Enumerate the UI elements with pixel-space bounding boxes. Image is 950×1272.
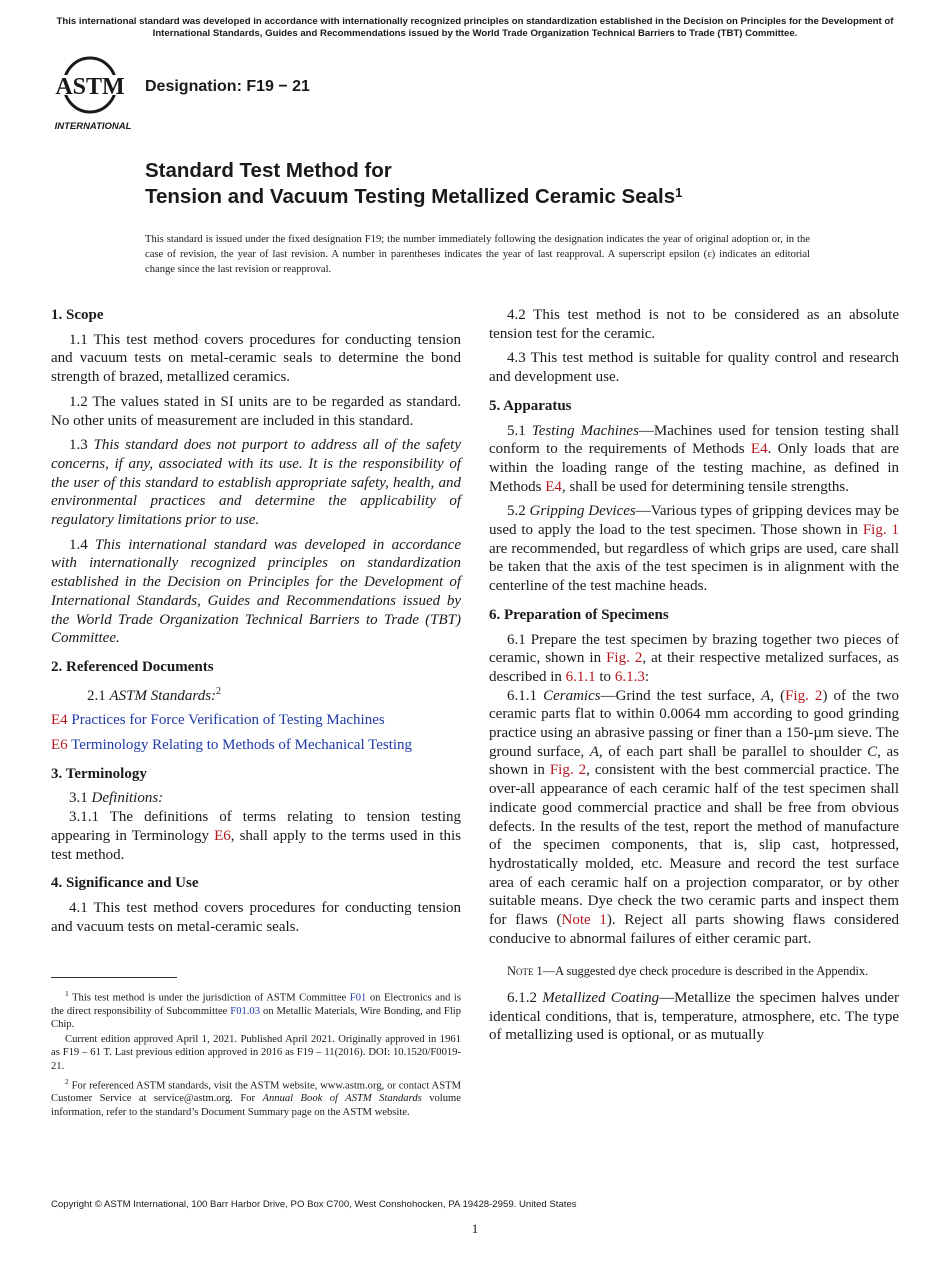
term: Testing Machines [531,422,639,439]
para-2-1-text: ASTM Standards: [109,687,217,704]
reference-link[interactable]: E4 [750,441,768,458]
figure-link[interactable]: Fig. 2 [606,650,643,667]
section-heading-preparation: 6. Preparation of Specimens [489,606,669,623]
footnote-edition: Current edition approved April 1, 2021. Published April 2021. Originally approved in 1961 as F19 – 61 T. Last previous edition approved in 2016 as F19 – 11(2016). DOI: 10.1520/F0019-21. [51,1034,461,1072]
text-run: , ( [770,687,786,704]
text-run: For referenced ASTM standards, visit the ASTM website, www.astm.org, or contact ASTM Customer Service at service@astm.org. For [51,1080,461,1105]
footnote-mark: 1 [65,989,69,998]
para-1-3-text: This standard does not purport to address all of the safety concerns, if any, associated with its use. It is the responsibility of the user of this standard to establish appropriate safety, health, and environmental practices and determine the applicability of regulatory limitations prior to use. [51,437,462,529]
para-6-1-2 [489,989,899,1045]
copyright: Copyright © ASTM International, 100 Barr Harbor Drive, PO Box C700, West Conshohocken, PA 19428-2959. United States [51,1199,577,1210]
para-3-1-text: Definitions: [91,790,164,807]
title-footnote-mark: 1 [675,185,683,200]
document-title [145,158,865,210]
right-column [489,306,899,1051]
committee-link[interactable]: F01 [349,992,367,1004]
title-line-2-text: Tension and Vacuum Testing Metallized Ceramic Seals [145,185,676,208]
para-number: 3.1 [69,790,92,807]
reference-link[interactable]: E4 [545,478,562,495]
title-line-1: Standard Test Method for [145,159,392,182]
text-run: —Grind the test surface, [600,687,762,704]
section-heading-scope: 1. Scope [51,307,104,323]
text-run-italic: Annual Book of ASTM Standards [262,1093,422,1105]
text-run: ) of the two ceramic parts flat to within 0.0064 mm according to good grinding practice using an abrasive passing or finer than a 150-µm sieve. The ground surface, [489,687,899,760]
text-run: , shall apply to the terms used in this test method. [51,827,462,863]
footnote-mark: 2 [216,685,222,697]
note-text: —A suggested dye check procedure is described in the Appendix. [542,963,869,978]
variable: A [589,743,599,760]
figure-link[interactable]: Fig. 2 [785,687,823,704]
note-label: Note 1 [507,963,543,978]
logo-text-top: ASTM [55,74,125,100]
footnote-2 [51,1075,461,1119]
text-run: , shall be used for determining tensile strengths. [561,478,849,495]
term: Ceramics [543,687,601,704]
text-run: on Metallic Materials, Wire Bonding, and Flip Chip. [51,1005,461,1030]
para-3-1-1 [51,808,461,864]
para-5-2 [489,502,899,596]
term: Metallized Coating [542,990,660,1006]
section-heading-significance: 4. Significance and Use [51,875,199,892]
reference-code-link[interactable]: E6 [51,737,68,754]
section-heading-terminology: 3. Terminology [51,765,147,782]
section-link[interactable]: 6.1.1 [565,668,596,685]
left-column [51,306,461,942]
text-run: —Machines used for tension testing shall conform to the requirements of Methods [489,422,899,458]
footnote-1 [51,987,461,1031]
page-number: 1 [471,1221,479,1236]
para-4-1: 4.1 This test method covers procedures for conducting tension and vacuum tests on metal-ceramic seals. [51,899,461,935]
reference-title-link[interactable]: Practices for Force Verification of Testing Machines [67,712,385,729]
text-run: 3.1.1 The definitions of terms relating to tension testing appearing in Terminology [51,809,461,844]
section-link[interactable]: 6.1.3 [614,668,645,685]
reference-e6[interactable] [51,736,461,755]
figure-link[interactable]: Fig. 1 [862,522,899,539]
para-number: 2.1 [87,687,110,704]
top-notice: This international standard was developed in accordance with internationally recognized principles on standardization established in the Decision on Principles for the Development of International Standards, Guides and Recommendations issued by the World Trade Organization Technical Barriers to Trade (TBT) Committee. [56,16,894,39]
figure-link[interactable]: Fig. 2 [549,762,587,779]
para-6-1 [489,631,899,687]
para-6-1-1 [489,687,899,949]
para-number: 5.2 [507,503,530,520]
para-1-4-text: This international standard was developed in accordance with internationally recognized principles on standardization established in the Decision on Principles for the Development of International Standards, Guides and Recommendations issued by the World Trade Organization Technical Barriers to Trade (TBT) Committee. [51,536,461,647]
section-heading-apparatus: 5. Apparatus [489,397,572,414]
logo-text-bottom: INTERNATIONAL [54,121,132,132]
astm-logo-icon [52,55,134,133]
note-1 [489,963,899,980]
para-1-3 [51,436,461,530]
designation: Designation: F19 − 21 [145,78,310,95]
text-run: : [644,668,649,685]
para-1-1: 1.1 This test method covers procedures for conducting tension and vacuum tests on metal-ceramic seals to determine the bond strength of brazed, metallized ceramics. [51,331,461,386]
para-2-1 [51,683,461,706]
para-number: 5.1 [507,422,532,439]
term: Gripping Devices [529,503,636,520]
text-run: are recommended, but regardless of which grips are used, care shall be taken that the axis of the test specimen is in alignment with the centerline of the test machine heads. [489,540,899,595]
text-run: 6.1 Prepare the test specimen by brazing together two pieces of ceramic, shown in [489,631,899,667]
footnote-divider [51,977,177,978]
subcommittee-link[interactable]: F01.03 [230,1005,261,1017]
para-4-3: 4.3 This test method is suitable for quality control and research and development use. [489,350,899,386]
astm-logo [52,55,134,133]
text-run: . Only loads that are within the loading range of the testing machine, as defined in Methods [489,441,900,495]
footnote-mark: 2 [65,1076,69,1086]
para-number: 1.3 [69,437,94,454]
reference-link[interactable]: E6 [214,827,231,844]
variable: A [761,687,771,704]
para-1-4 [51,536,461,648]
reference-e4[interactable] [51,711,461,730]
text-run: This test method is under the jurisdiction of ASTM Committee [68,992,350,1004]
issue-note: This standard is issued under the fixed designation F19; the number immediately following the designation indicates the year of original adoption or, in the case of revision, the year of last revision. A number in parentheses indicates the year of last reapproval. A superscript epsilon (ε) indicates an editorial change since the last revision or reapproval. [145,234,810,276]
text-run: , at their respective metalized surfaces, as described in [489,650,899,685]
footnotes [51,987,461,1121]
text-run: ). Reject all parts showing flaws considered conducive to abnormal failures of either ceramic part. [489,912,899,947]
text-run: , of each part shall be parallel to shoulder [598,743,868,760]
text-run: , as shown in [489,743,900,779]
text-run: —Metallize the specimen halves under identical conditions, that is, temperature, atmosphere, etc. The type of metallizing used is optional, or as mutually [489,990,899,1044]
text-run: , consistent with the best commercial practice. The over-all appearance of each ceramic half of the test specimen shall indicate good commercial practice and shall be free from obvious defects. In the results of the test, report the method of manufacture of the specimen components, that is, slip cast, hotpressed, hydrostatically molded, etc. Measure and record the test surface area of each ceramic half on a projection comparator, or by other suitable means. Dye check the two ceramic parts and inspect them for flaws ( [489,762,899,929]
text-run: volume information, refer to the standard’s Document Summary page on the ASTM website. [51,1093,461,1118]
para-4-2: 4.2 This test method is not to be considered as an absolute tension test for the ceramic. [489,307,899,342]
para-5-1 [489,422,899,497]
text-run: on Electronics and is the direct responsibility of Subcommittee [51,992,462,1017]
para-number: 6.1.1 [507,687,544,704]
variable: C [867,743,878,760]
text-run: —Various types of gripping devices may be used to apply the load to the test specimen. Those shown in [489,503,900,539]
note-link[interactable]: Note 1 [561,912,607,929]
section-heading-referenced-documents: 2. Referenced Documents [51,658,214,675]
reference-title-link[interactable]: Terminology Relating to Methods of Mechanical Testing [67,737,413,754]
para-number: 6.1.2 [507,990,543,1006]
title-line-2 [145,184,865,210]
reference-code-link[interactable]: E4 [51,712,68,729]
para-number: 1.4 [69,536,96,553]
para-1-2: 1.2 The values stated in SI units are to be regarded as standard. No other units of measurement are included in this standard. [51,393,461,429]
para-3-1 [51,789,461,808]
text-run: to [595,668,615,685]
